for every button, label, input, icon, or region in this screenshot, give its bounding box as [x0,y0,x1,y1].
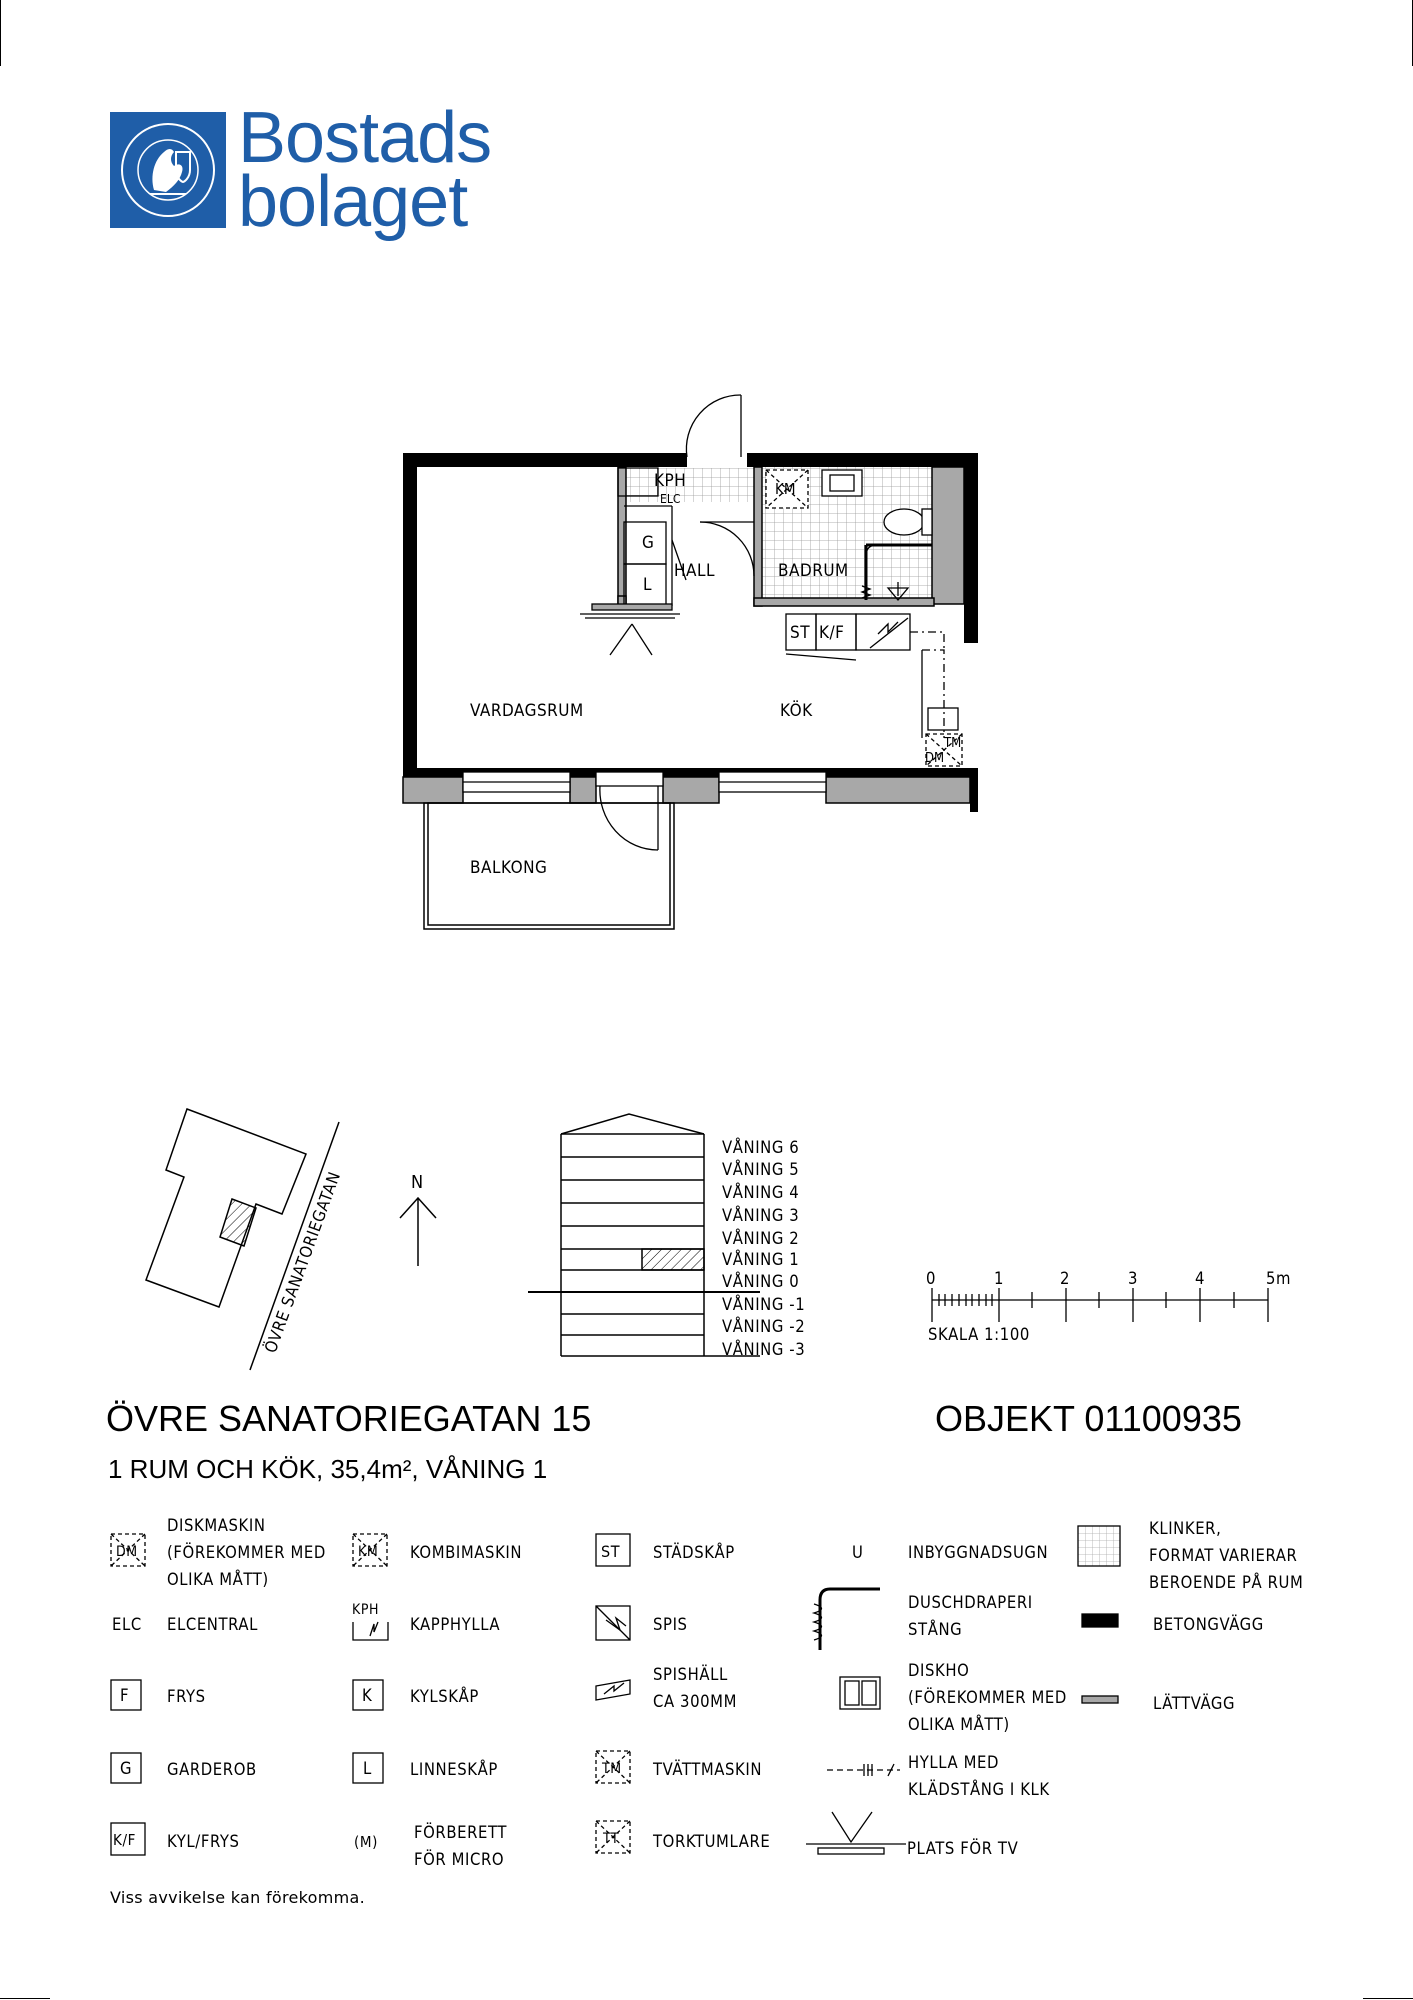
room-kok: KÖK [780,701,813,721]
room-badrum: BADRUM [778,561,849,581]
legend-tm-code: TM [602,1761,622,1777]
scale-tick: 1 [994,1269,1005,1288]
floor-label: VÅNING 1 [722,1250,800,1269]
legend-klinker-symbol [1078,1526,1120,1566]
legend-dusch-label: DUSCHDRAPERI [908,1593,1033,1612]
legend-m-label: FÖR MICRO [414,1850,505,1869]
room-balkong: BALKONG [470,858,548,878]
symbol-g: G [642,533,655,553]
legend-dm-label: OLIKA MÅTT) [167,1570,269,1589]
legend-km-label: KOMBIMASKIN [410,1543,523,1562]
object-number: OBJEKT 01100935 [935,1398,1242,1439]
scale-tick: 3 [1128,1269,1139,1288]
legend-k-code: K [362,1686,373,1705]
legend-spis-label: SPIS [653,1615,688,1634]
legend-kph-code: KPH [352,1602,380,1618]
symbol-tm: TM [944,736,962,751]
legend-diskho-label: (FÖREKOMMER MED [908,1688,1067,1707]
legend-st-label: STÄDSKÅP [653,1543,735,1562]
legend-g-label: GARDEROB [167,1760,257,1779]
legend-k-label: KYLSKÅP [410,1687,479,1706]
symbol-st: ST [790,623,811,643]
legend-hylla-label: KLÄDSTÅNG I KLK [908,1780,1050,1799]
scale-tick: 2 [1060,1269,1071,1288]
floor-label: VÅNING 5 [722,1160,800,1179]
legend-elc-label: ELCENTRAL [167,1615,259,1634]
disclaimer: Viss avvikelse kan förekomma. [110,1888,365,1907]
legend-u-code: U [852,1543,864,1562]
legend-kf-code: K/F [113,1831,136,1849]
symbol-kph: KPH [654,471,687,491]
legend-diskho-label: DISKHO [908,1661,970,1680]
scale-label: SKALA 1:100 [928,1325,1030,1344]
scale-tick: 0 [926,1269,937,1288]
legend-elc-code: ELC [112,1615,142,1634]
symbol-dm: DM [925,751,945,766]
scale-tick: 5m [1266,1269,1292,1288]
legend-u-label: INBYGGNADSUGN [908,1543,1049,1562]
floor-label: VÅNING -1 [722,1295,806,1314]
room-hall: HALL [674,561,715,581]
floor-label: VÅNING -2 [722,1317,806,1336]
legend-st-code: ST [601,1542,621,1561]
legend-f-label: FRYS [167,1687,206,1706]
logo-line1: Bostads [238,98,492,178]
symbol-kf: K/F [819,623,845,643]
floor-label: VÅNING 6 [722,1138,800,1157]
legend-km-code: KM [358,1544,379,1560]
legend-dm-code: DM [116,1544,138,1560]
legend-latt-label: LÄTTVÄGG [1153,1694,1236,1713]
scale-tick: 4 [1195,1269,1206,1288]
legend-l-code: L [363,1759,372,1778]
legend-diskho-label: OLIKA MÅTT) [908,1715,1010,1734]
legend-kph-symbol [353,1622,388,1640]
legend-diskho-symbol [840,1677,880,1709]
legend-latt-symbol [1082,1696,1118,1703]
legend-dm-label: DISKMASKIN [167,1516,266,1535]
legend-tt-code: TT [603,1831,620,1847]
legend-dm-label: (FÖREKOMMER MED [167,1543,326,1562]
legend-spishall-label: SPISHÄLL [653,1665,728,1684]
legend-klinker-label: FORMAT VARIERAR [1149,1546,1298,1565]
floor-label: VÅNING 2 [722,1229,800,1248]
legend-f-code: F [120,1686,130,1705]
floor-label: VÅNING 4 [722,1183,800,1202]
address-title: ÖVRE SANATORIEGATAN 15 [106,1398,592,1439]
legend-klinker-label: BEROENDE PÅ RUM [1149,1573,1304,1592]
legend-tt-label: TORKTUMLARE [653,1832,771,1851]
symbol-km: KM [775,480,796,498]
legend-betong-symbol [1082,1614,1118,1627]
legend-l-label: LINNESKÅP [410,1760,498,1779]
symbol-elc: ELC [660,492,681,506]
legend-g-code: G [120,1759,133,1778]
north-label: N [411,1172,424,1193]
legend-spishall-symbol [596,1680,630,1700]
legend-m-code: (M) [354,1833,378,1851]
symbol-l: L [643,575,653,595]
legend-spishall-label: CA 300MM [653,1692,737,1711]
legend-tm-label: TVÄTTMASKIN [653,1760,763,1779]
apartment-subtitle: 1 RUM OCH KÖK, 35,4m², VÅNING 1 [108,1454,548,1484]
floor-label: VÅNING 3 [722,1206,800,1225]
room-vardagsrum: VARDAGSRUM [470,701,584,721]
legend-hylla-label: HYLLA MED [908,1753,1000,1772]
legend-tv-label: PLATS FÖR TV [907,1839,1019,1858]
logo-line2: bolaget [238,162,468,242]
legend-m-label: FÖRBERETT [414,1823,508,1842]
floor-label: VÅNING -3 [722,1340,806,1359]
legend-dusch-label: STÅNG [908,1620,963,1639]
legend-kph-label: KAPPHYLLA [410,1615,501,1634]
legend-betong-label: BETONGVÄGG [1153,1615,1264,1634]
legend-dusch-symbol [820,1589,880,1650]
legend-tv-symbol [806,1812,906,1854]
street-label: ÖVRE SANATORIEGATAN [260,1168,345,1356]
floor-label: VÅNING 0 [722,1272,800,1291]
legend-klinker-label: KLINKER, [1149,1519,1222,1538]
legend-kf-label: KYL/FRYS [167,1832,240,1851]
